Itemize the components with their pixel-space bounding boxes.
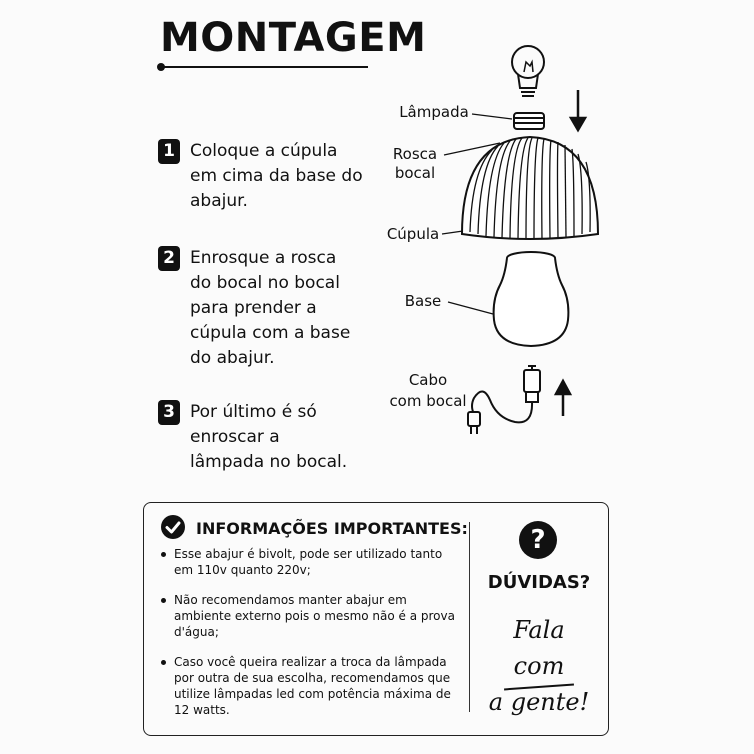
info-bullet: Caso você queira realizar a troca da lâmpada por outra de sua escolha, recomendamos que utilize lâmpadas led com potência máxima de 12 watts. [160, 654, 460, 718]
label-rosca-line1: Rosca [392, 145, 438, 163]
help-message-line2: a gente! [488, 688, 590, 716]
label-rosca-line2: bocal [394, 164, 436, 182]
help-heading: DÚVIDAS? [487, 572, 591, 593]
plug-icon [468, 412, 480, 434]
info-divider [469, 522, 470, 712]
info-bullet: Não recomendamos manter abajur em ambiente externo pois o mesmo não é a prova d'água; [160, 592, 460, 640]
label-cabo-line2: com bocal [389, 392, 467, 410]
label-base: Base [404, 292, 442, 310]
question-icon: ? [519, 521, 557, 559]
power-cable [472, 366, 540, 422]
info-list [160, 546, 460, 732]
help-message-line1: Fala com [513, 616, 565, 680]
step-3-text: Por último é só enroscar a lâmpada no bocal. [190, 402, 348, 472]
info-bullet: Esse abajur é bivolt, pode ser utilizado tanto em 110v quanto 220v; [160, 546, 460, 578]
label-lampada: Lâmpada [399, 103, 469, 121]
bulb-icon [512, 46, 544, 96]
label-cupula: Cúpula [386, 225, 440, 243]
lamp-shade [462, 137, 598, 239]
step-1-text: Coloque a cúpula em cima da base do abajur. [190, 141, 363, 211]
step-1-number: 1 [158, 139, 180, 164]
label-cabo-line1: Cabo [408, 371, 448, 389]
page-title: MONTAGEM [160, 15, 427, 61]
arrow-up-icon [556, 381, 570, 416]
info-title: INFORMAÇÕES IMPORTANTES: [196, 519, 468, 538]
lamp-base [494, 252, 569, 346]
step-2-number: 2 [158, 246, 180, 271]
step-3-number: 3 [158, 400, 180, 425]
socket-thread [514, 113, 544, 129]
arrow-down-icon [571, 90, 585, 130]
check-icon [161, 515, 185, 539]
help-message [486, 612, 592, 720]
step-2-text: Enrosque a rosca do bocal no bocal para prender a cúpula com a base do abajur. [190, 248, 351, 368]
